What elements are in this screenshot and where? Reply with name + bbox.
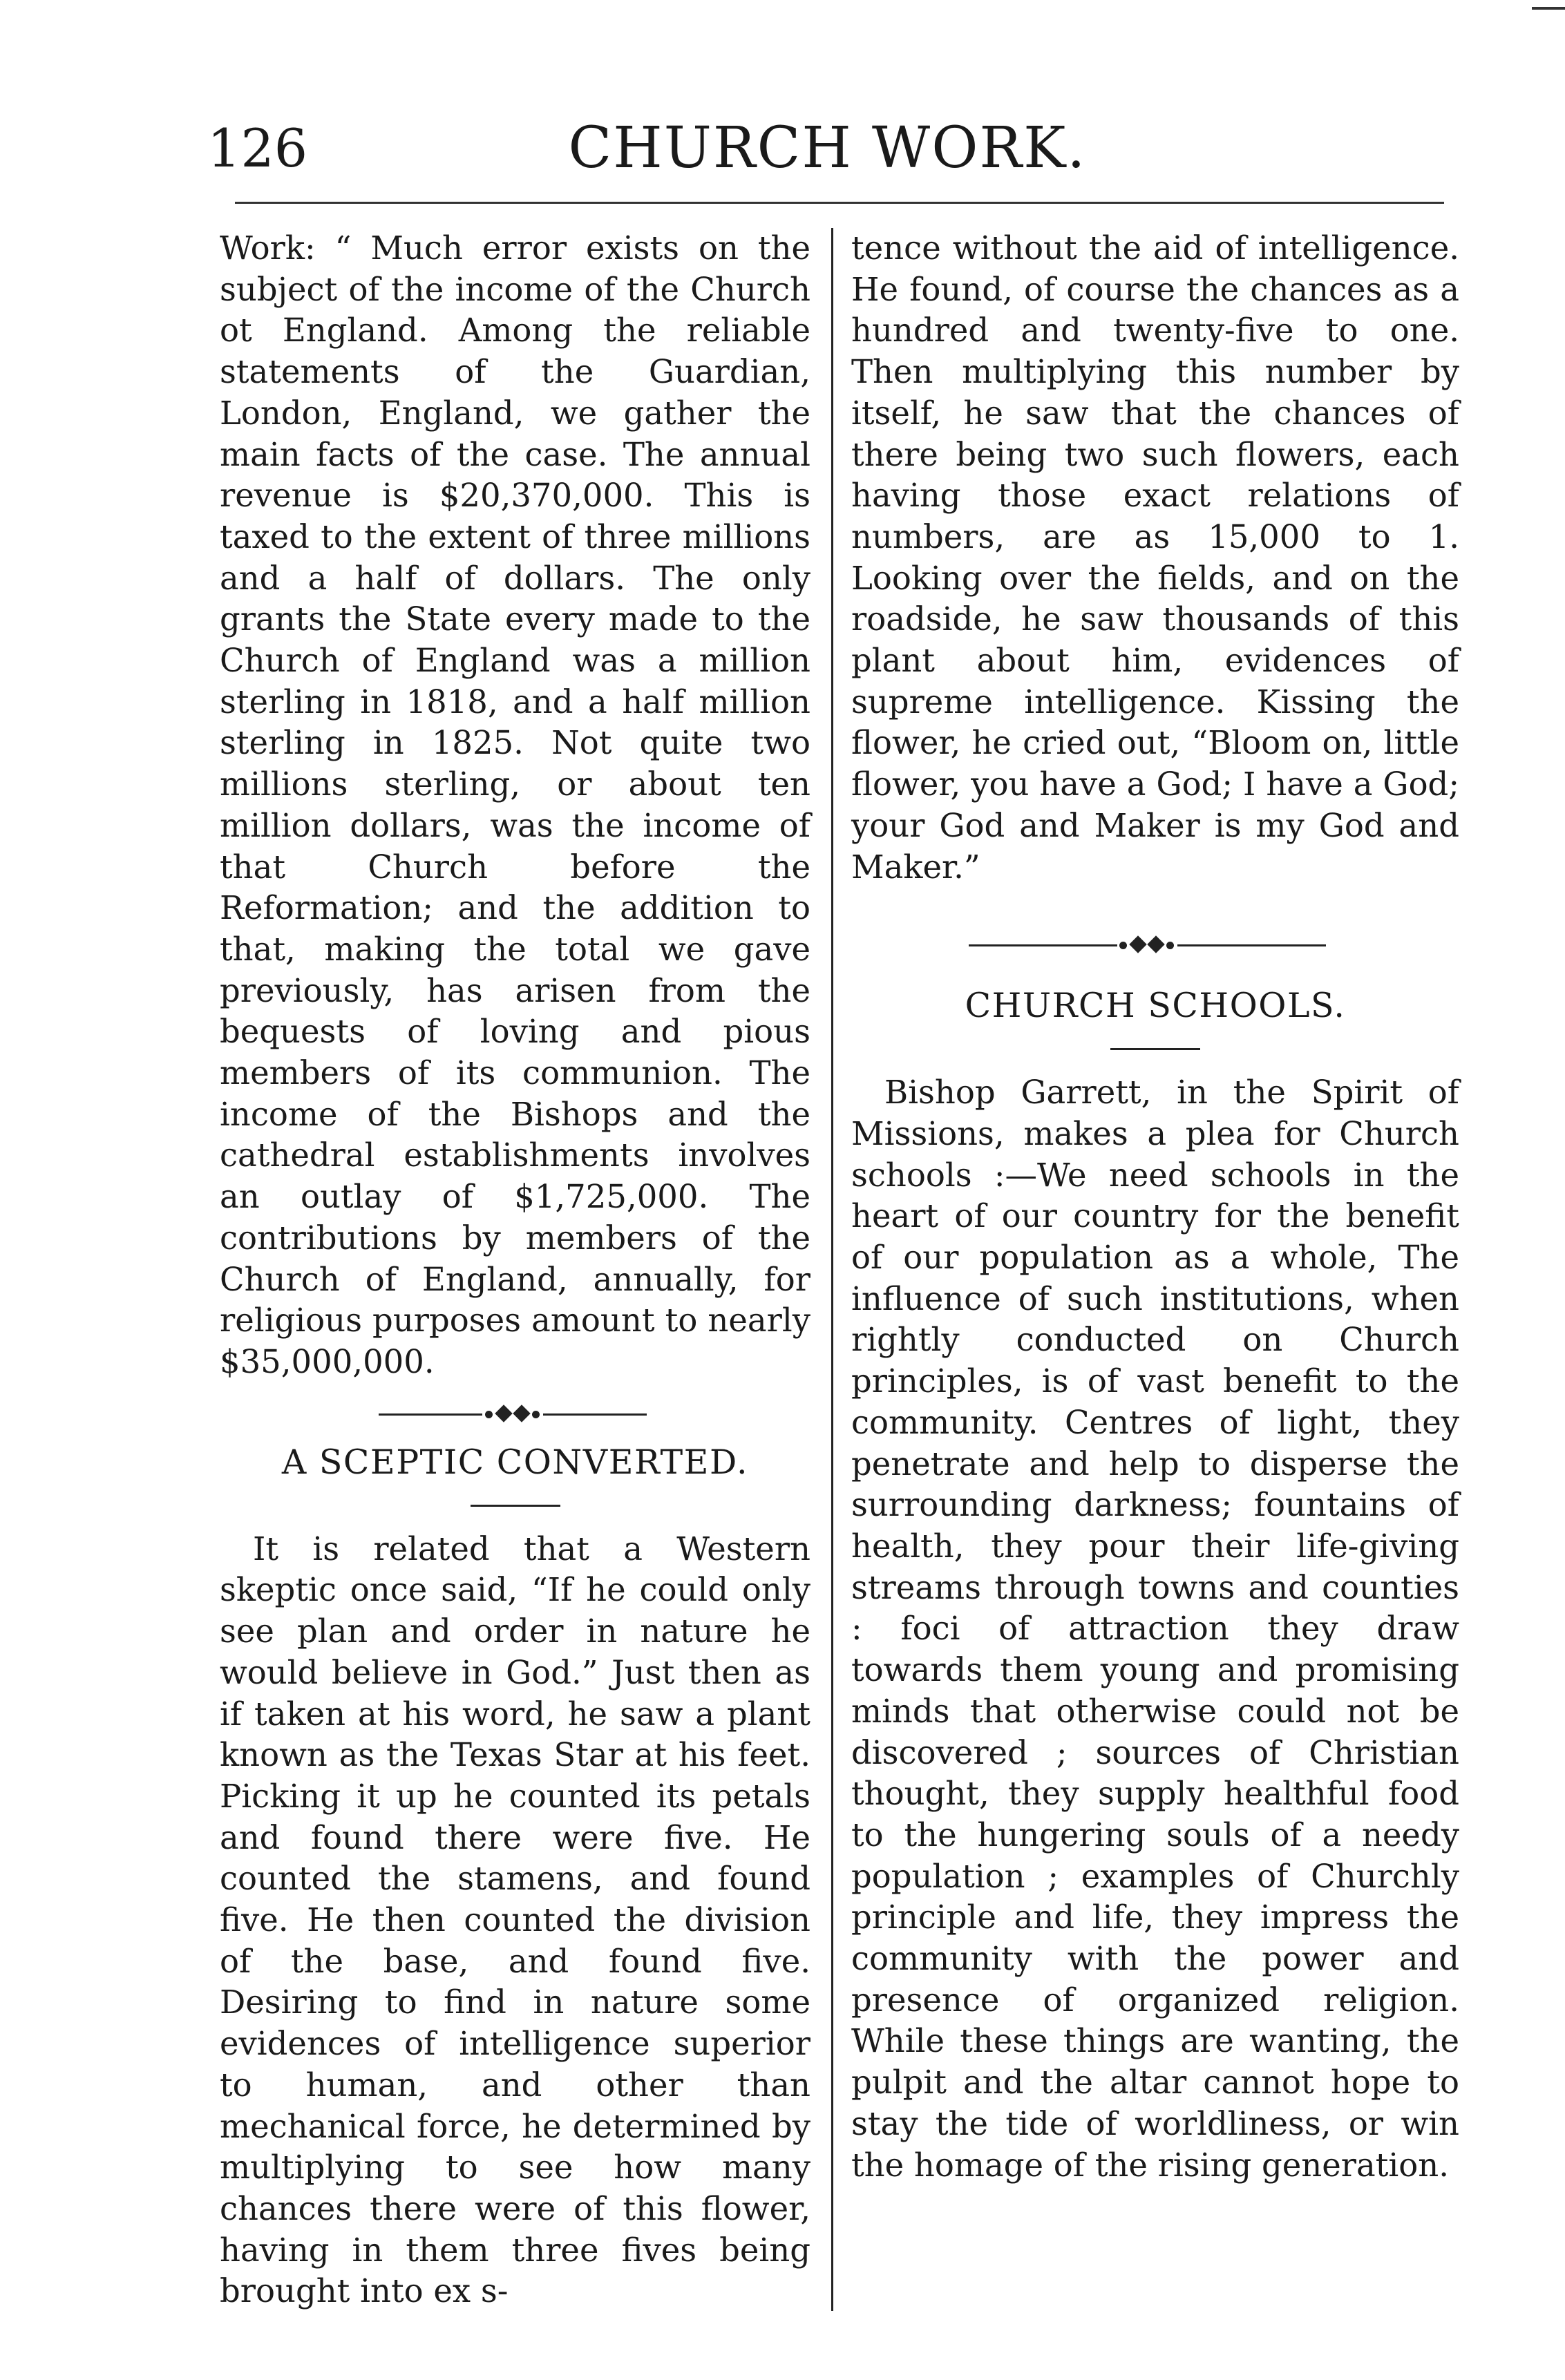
section-title-church-schools: CHURCH SCHOOLS. [965, 986, 1346, 1026]
left-column [220, 228, 810, 2312]
church-schools-paragraph: Bishop Garrett, in the Spirit of Missions, makes a plea for Church schools :—We need schools in the heart of our country for the benefit of our population as a whole, The influence of such institutions, when rightly conducted on Church principles, is of vast benefit to the community. Centres of light, they penetrate and help to disperse the surrounding darkness; fountains of health, they pour their life-giving streams through towns and counties : foci of attraction they draw towards them young and promising minds that otherwise could not be discovered ; sources of Christian thought, they supply healthful food to the hungering souls of a needy population ; examples of Churchly principle and life, they impress the community with the power and presence of organized religion. While these things are wanting, the pulpit and the altar cannot hope to stay the tide of worldliness, or win the homage of the rising generation. [851, 1074, 1459, 2184]
continued-paragraph: tence without the aid of intelligence. He found, of course the chances as a hundred and twenty-five to one. Then multiplying this number by itself, he saw that the chances of there being two such flowers, each having those exact relations of numbers, are as 15,000 to 1. Looking over the fields, and on the roadside, he saw thousands of this plant about him, evidences of supreme intelligence. Kissing the flower, he cried out, “Bloom on, little flower, you have a God; I have a God; your God and Maker is my God and Maker.” [851, 229, 1459, 886]
section-ornament [851, 921, 1459, 969]
title-rule [1110, 1048, 1200, 1050]
header-rule [235, 202, 1444, 204]
running-head [207, 111, 1448, 187]
page-number: 126 [207, 117, 308, 179]
section-ornament [220, 1390, 810, 1438]
journal-title: CHURCH WORK. [568, 115, 1087, 181]
intro-paragraph: Work: “ Much error exists on the subject of the income of the Church ot England. Among the reliable statements of the Guardian, London, England, we gather the main facts of the case. The annual revenue is $20,370,000. This is taxed to the extent of three millions and a half of dollars. The only grants the State every made to the Church of England was a million sterling in 1818, and a half million sterling in 1825. Not quite two millions sterling, or about ten million dollars, was the income of that Church before the Reformation; and the addition to that, making the total we gave previously, has arisen from the bequests of loving and pious members of its communion. The income of the Bishops and the cathedral establishments involves an outlay of $1,725,000. The contributions by members of the Church of England, annually, for religious purposes amount to nearly $35,000,000. [220, 229, 810, 1380]
section-title-sceptic: A SCEPTIC CONVERTED. [281, 1442, 749, 1482]
corner-mark [1532, 7, 1565, 10]
sceptic-paragraph: It is related that a Western skeptic once said, “If he could only see plan and order in nature he would believe in God.” Just then as if taken at his word, he saw a plant known as the Texas Star at his feet. Picking it up he counted its petals and found there were five. He counted the stamens, and found five. He then counted the division of the base, and found five. Desiring to find in nature some evidences of intelligence superior to human, and other than mechanical force, he determined by multiplying to see how many chances there were of this flower, having in them three fives being brought into ex s- [220, 1530, 810, 2310]
column-divider [831, 228, 833, 2311]
right-column [851, 228, 1459, 2186]
title-rule [471, 1505, 560, 1507]
